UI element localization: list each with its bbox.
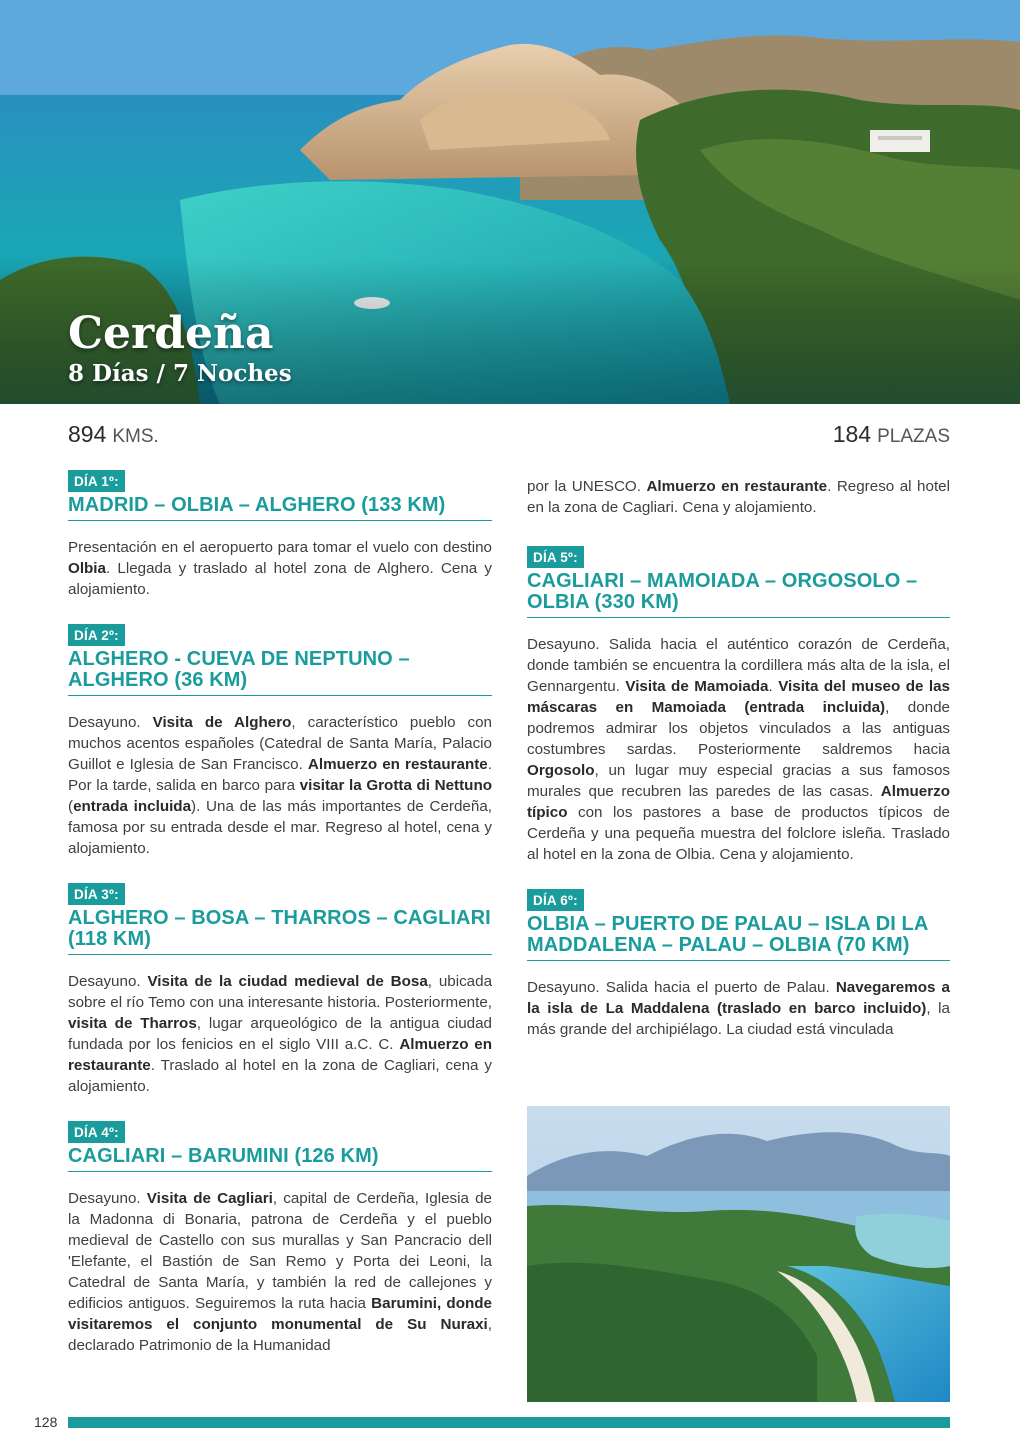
- day-badge: DÍA 3º:: [68, 883, 125, 905]
- day-badge: DÍA 5º:: [527, 546, 584, 568]
- distance-value: 894: [68, 421, 107, 447]
- day-section-2: [68, 624, 492, 859]
- day-section-5: [527, 546, 950, 865]
- day-description: Desayuno. Visita de Alghero, característico pueblo con muchos acentos españoles (Catedral de Santa María, Palacio Guillot e Iglesia de San Francisco. Almuerzo en restaurante. Por la tarde, salida en barco para visitar la Grotta di Nettuno (entrada incluida). Una de las más importantes de Cerdeña, famosa por su entrada desde el mar. Regreso al hotel, cena y alojamiento.: [68, 714, 492, 857]
- day-title: CAGLIARI – BARUMINI (126 KM): [68, 1146, 492, 1172]
- itinerary-left-column: [68, 470, 492, 1380]
- day-description: Desayuno. Visita de Cagliari, capital de Cerdeña, Iglesia de la Madonna di Bonaria, patrona de Cerdeña y el pueblo medieval de Castello con sus murallas y San Pancracio dell 'Elefante, el Bastión de San Remo y Porta dei Leoni, la Catedral de Santa María, y también la red de callejones y edificios antiguos. Seguiremos la ruta hacia Barumini, donde visitaremos el conjunto monumental de Su Nuraxi, declarado Patrimonio de la Humanidad: [68, 1190, 492, 1354]
- day-badge: DÍA 1º:: [68, 470, 125, 492]
- distance-stat: [68, 421, 159, 448]
- day-title: ALGHERO - CUEVA DE NEPTUNO – ALGHERO (36 KM): [68, 649, 492, 696]
- day-badge: DÍA 4º:: [68, 1121, 125, 1143]
- day-description: Desayuno. Salida hacia el auténtico corazón de Cerdeña, donde también se encuentra la cordillera más alta de la isla, el Gennargentu. Visita de Mamoiada. Visita del museo de las máscaras en Mamoiada (entrada incluida), donde podremos admirar los objetos vinculados a las antiguas costumbres sardas. Posteriormente saldremos hacia Orgosolo, un lugar muy especial gracias a sus famosos murales que recubren las paredes de las casas. Almuerzo típico con los pastores a base de productos típicos de Cerdeña y una pequeña muestra del folclore isleña. Traslado al hotel en la zona de Olbia. Cena y alojamiento.: [527, 636, 950, 863]
- day-title: ALGHERO – BOSA – THARROS – CAGLIARI (118 KM): [68, 908, 492, 955]
- day-title: MADRID – OLBIA – ALGHERO (133 KM): [68, 495, 492, 521]
- day-title: CAGLIARI – MAMOIADA – ORGOSOLO – OLBIA (330 KM): [527, 571, 950, 618]
- footer-accent-bar: [68, 1417, 950, 1428]
- hero-title: Cerdeña: [68, 308, 274, 359]
- day-section-3: [68, 883, 492, 1097]
- itinerary-right-column: [527, 476, 950, 1064]
- day-section-6: [527, 889, 950, 1040]
- day-badge: DÍA 6º:: [527, 889, 584, 911]
- day-description: Desayuno. Salida hacia el puerto de Palau. Navegaremos a la isla de La Maddalena (traslado en barco incluido), la más grande del archipiélago. La ciudad está vinculada: [527, 979, 950, 1038]
- distance-unit: KMS.: [112, 426, 159, 447]
- day-4-continuation: por la UNESCO. Almuerzo en restaurante. Regreso al hotel en la zona de Cagliari. Cena y alojamiento.: [527, 478, 950, 516]
- beach-aerial-photo: [527, 1106, 950, 1402]
- hero-subtitle: 8 Días / 7 Noches: [68, 360, 292, 387]
- day-section-4: [68, 1121, 492, 1356]
- day-section-1: [68, 470, 492, 600]
- page-number: 128: [34, 1414, 58, 1430]
- maddalena-photo: [527, 1106, 950, 1402]
- seats-unit: PLAZAS: [877, 426, 950, 447]
- day-description: Desayuno. Visita de la ciudad medieval de Bosa, ubicada sobre el río Temo con una interesante historia. Posteriormente, visita de Tharros, lugar arqueológico de la antigua ciudad fundada por los fenicios en el siglo VIII a.C. C. Almuerzo en restaurante. Traslado al hotel en la zona de Cagliari, cena y alojamiento.: [68, 973, 493, 1095]
- hero-banner: [0, 0, 1020, 404]
- seats-stat: [833, 421, 950, 448]
- seats-value: 184: [832, 421, 872, 447]
- day-description: Presentación en el aeropuerto para tomar el vuelo con destino Olbia. Llegada y traslado al hotel zona de Alghero. Cena y alojamiento.: [68, 539, 492, 598]
- day-badge: DÍA 2º:: [68, 624, 125, 646]
- day-title: OLBIA – PUERTO DE PALAU – ISLA DI LA MADDALENA – PALAU – OLBIA (70 KM): [527, 914, 950, 961]
